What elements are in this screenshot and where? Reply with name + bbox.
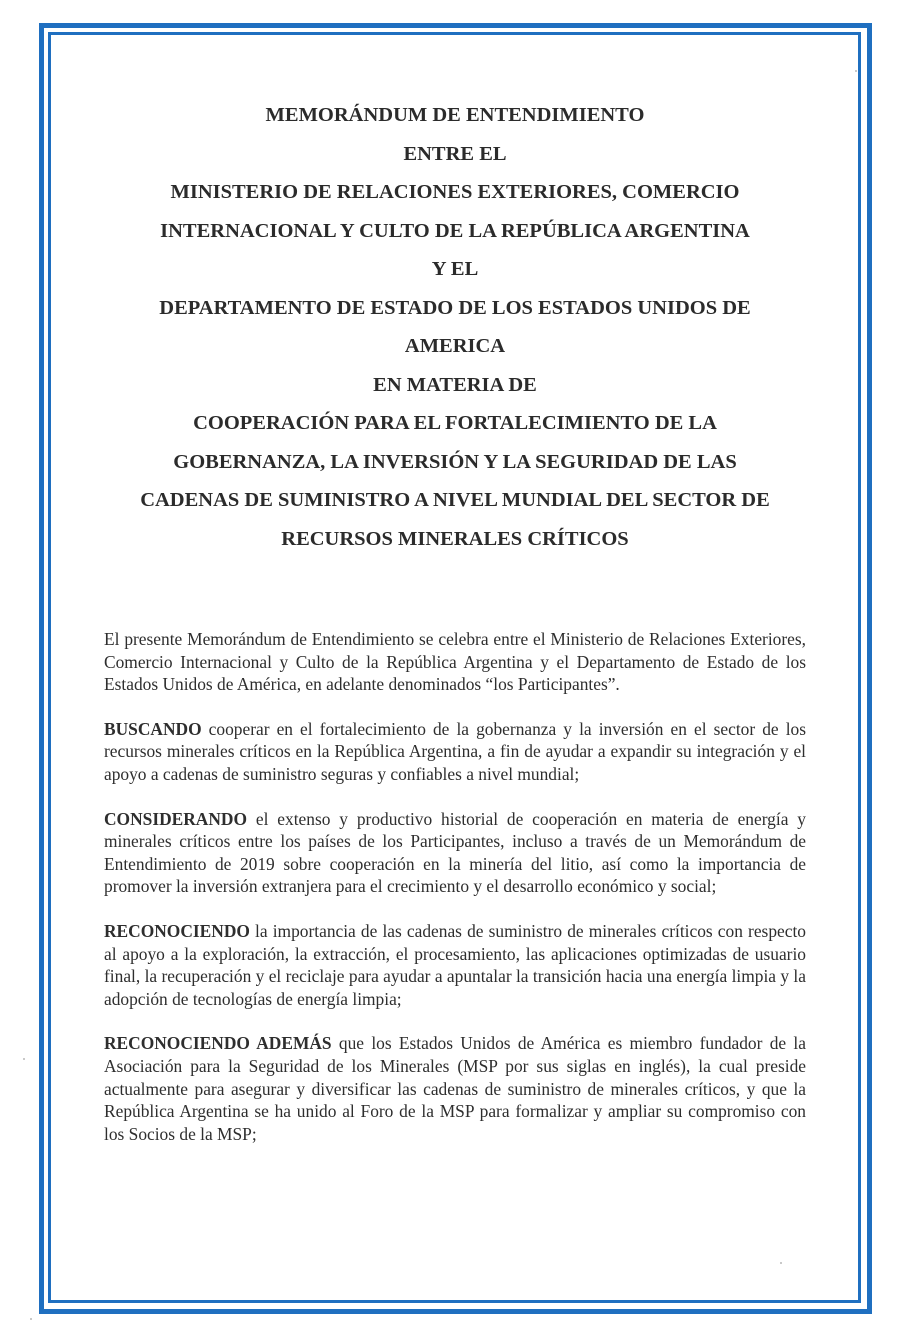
title-line: MEMORÁNDUM DE ENTENDIMIENTO <box>265 104 645 126</box>
title-line: Y EL <box>431 258 479 280</box>
title-line: MINISTERIO DE RELACIONES EXTERIORES, COMERCIO <box>170 181 740 203</box>
paragraph-text: el extenso y productivo historial de cooperación en materia de energía y minerales críticos entre los países de los Participantes, incluso a través de un Memorándum de Entendimiento de 2019 sobre cooperación en la minería del litio, así como la importancia de promover la inversión extranjera para el crecimiento y el desarrollo económico y social; <box>104 808 806 897</box>
scan-speck <box>855 70 857 72</box>
scan-speck <box>30 1318 32 1320</box>
scan-speck <box>23 1058 25 1060</box>
paragraph-preamble <box>104 628 806 696</box>
title-line: ENTRE EL <box>403 142 507 165</box>
title-line: EN MATERIA DE <box>373 373 537 396</box>
paragraph-considerando <box>104 808 806 898</box>
paragraph-text: la importancia de las cadenas de suministro de minerales críticos con respecto al apoyo a la exploración, la extracción, el procesamiento, las aplicaciones optimizadas de usuario final, la recuperación y el reciclaje para ayudar a apuntalar la transición hacia una energía limpia y la adopción de tecnologías de energía limpia; <box>104 920 806 1009</box>
paragraph-text: que los Estados Unidos de América es miembro fundador de la Asociación para la Seguridad de los Minerales (MSP por sus siglas en inglés), la cual preside actualmente para asegurar y diversificar las cadenas de suministro de minerales críticos, y que la República Argentina se ha unido al Foro de la MSP para formalizar y ampliar su compromiso con los Socios de la MSP; <box>104 1033 806 1144</box>
title-line: AMERICA <box>404 335 506 357</box>
paragraph-lead: RECONOCIENDO ADEMÁS <box>104 1033 332 1054</box>
title-line: GOBERNANZA, LA INVERSIÓN Y LA SEGURIDAD DE LAS <box>173 450 737 473</box>
paragraph-lead: CONSIDERANDO <box>104 808 248 829</box>
title-line: RECURSOS MINERALES CRÍTICOS <box>281 527 629 550</box>
title-line: DEPARTAMENTO DE ESTADO DE LOS ESTADOS UNIDOS DE <box>159 296 751 319</box>
paragraph-text: El presente Memorándum de Entendimiento se celebra entre el Ministerio de Relaciones Exteriores, Comercio Internacional y Culto de la República Argentina y el Departamento de Estado de los Estados Unidos de América, en adelante denominados “los Participantes”. <box>104 629 806 695</box>
document-body <box>104 628 806 1167</box>
title-line: INTERNACIONAL Y CULTO DE LA REPÚBLICA ARGENTINA <box>160 219 750 242</box>
paragraph-lead: RECONOCIENDO <box>104 920 250 941</box>
title-line: COOPERACIÓN PARA EL FORTALECIMIENTO DE LA <box>193 412 717 434</box>
paragraph-reconociendo-ademas <box>104 1032 806 1145</box>
paragraph-text: cooperar en el fortalecimiento de la gobernanza y la inversión en el sector de los recursos minerales críticos en la República Argentina, a fin de ayudar a expandir su integración y el apoyo a cadenas de suministro seguras y confiables a nivel mundial; <box>104 718 806 784</box>
paragraph-lead: BUSCANDO <box>104 718 202 739</box>
paragraph-reconociendo <box>104 920 806 1010</box>
document-title <box>60 96 850 558</box>
scan-speck <box>780 1262 782 1264</box>
title-line: CADENAS DE SUMINISTRO A NIVEL MUNDIAL DEL SECTOR DE <box>140 489 770 511</box>
paragraph-buscando <box>104 718 806 786</box>
